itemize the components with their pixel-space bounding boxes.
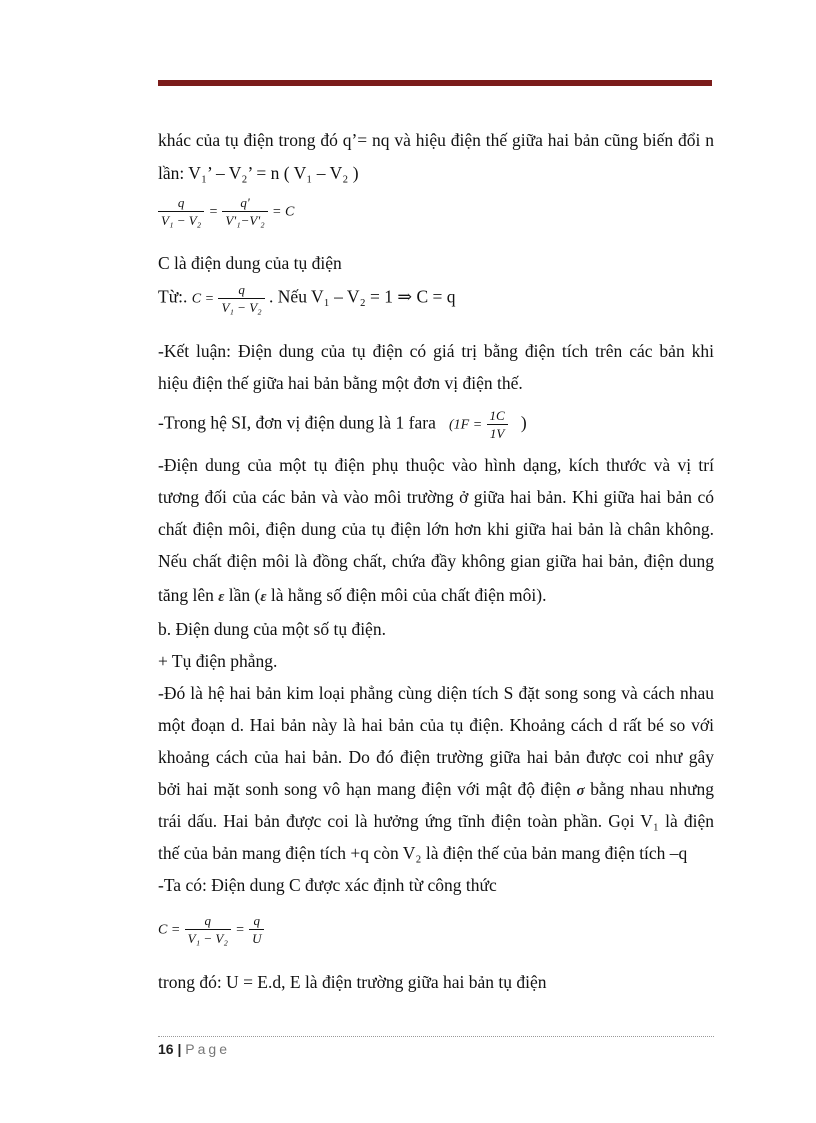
text-fragment: bằng nhau nhưng [590,779,714,799]
text-line [158,583,546,609]
fraction-numerator: q [177,195,185,210]
formula-lhs: C = [158,922,181,938]
text-line [158,777,714,803]
fraction-denominator: U [249,929,264,947]
text-line: hiệu điện thế giữa hai bản bằng một đơn vị điện thế. [158,373,523,393]
text-line: -Điện dung của một tụ điện phụ thuộc vào hình dạng, kích thước và vị trí [158,455,714,475]
fraction-numerator: q [204,913,212,928]
fraction-denominator: V₁ − V₂ [158,211,204,229]
text-line: khoảng cách của hai bản. Do đó điện trường giữa hai bản được coi như gây [158,747,714,767]
fraction-denominator: V₁ − V₂ [185,929,231,947]
footer-separator: | [177,1041,182,1057]
text-fragment: bởi hai mặt sonh song vô hạn mang điện với mật độ điện [158,779,571,799]
text-line: -Đó là hệ hai bản kim loại phẳng cùng diện tích S đặt song song và cách nhau [158,683,714,703]
footer-rule [158,1036,714,1037]
text-line: Nếu chất điện môi là đồng chất, chứa đầy không gian giữa hai bản, điện dung [158,551,714,571]
fraction-denominator: 1V [487,424,508,442]
text-fragment: lần ( [228,585,261,605]
text-line: -Ta có: Điện dung C được xác định từ công thức [158,875,497,895]
fraction-numerator: q [238,282,245,297]
page-footer [158,1041,230,1057]
equals-sign: = [208,204,219,220]
header-rule [158,80,712,86]
formula-lhs: C = [191,291,215,307]
fraction-numerator: q [253,913,261,928]
text-line: thế của bản mang điện tích +q còn V₂ là điện thế của bản mang điện tích –q [158,843,688,863]
page-label: Page [185,1041,230,1057]
formula-tail: = C [272,204,295,220]
text-line: C là điện dung của tụ điện [158,253,342,273]
text-line: một đoạn d. Hai bản này là hai bản của tụ điện. Khoảng cách d rất bé so với [158,715,714,735]
equals-sign: = [235,922,245,938]
text-line: -Kết luận: Điện dung của tụ điện có giá trị bằng điện tích trên các bản khi [158,341,714,361]
text-line: tương đối của các bản và vào môi trường ở giữa hai bản. Khi giữa hai bản có [158,487,714,507]
text-fragment: . Nếu V₁ – V₂ = 1 ⇒ C = q [269,286,456,307]
fraction-numerator: 1C [489,408,505,423]
formula-line [158,281,456,316]
formula-capacitance [158,912,264,947]
fraction-numerator: q' [240,195,250,210]
text-line: chất điện môi, điện dung của tụ điện lớn hơn khi giữa hai bản là chân không. [158,519,714,539]
page-number: 16 [158,1041,174,1057]
fraction-denominator: V₁ − V₂ [218,298,264,316]
sigma-symbol: σ [576,783,585,799]
text-line: khác của tụ điện trong đó q’= nq và hiệu điện thế giữa hai bản cũng biến đổi n [158,130,714,150]
text-fragment: tăng lên [158,585,214,605]
formula-line [158,407,527,442]
section-heading: b. Điện dung của một số tụ điện. [158,619,386,639]
subsection-heading: + Tụ điện phẳng. [158,651,278,671]
text-fragment: là hằng số điện môi của chất điện môi). [270,585,547,605]
fraction-denominator: V'₁−V'₂ [222,211,267,229]
epsilon-symbol: ε [260,589,267,605]
text-fragment: Từ:. [158,286,188,307]
text-line: trái dấu. Hai bản được coi là hưởng ứng tĩnh điện toàn phần. Gọi V₁ là điện [158,811,714,831]
formula-capacitance-ratio [158,194,294,229]
text-fragment: -Trong hệ SI, đơn vị điện dung là 1 fara [158,412,436,433]
epsilon-symbol: ε [218,589,225,605]
text-line: lần: V₁’ – V₂’ = n ( V₁ – V₂ ) [158,163,359,183]
text-line: trong đó: U = E.d, E là điện trường giữa hai bản tụ điện [158,972,547,992]
formula-lhs: (1F = [449,417,483,433]
text-fragment: ) [520,412,527,433]
